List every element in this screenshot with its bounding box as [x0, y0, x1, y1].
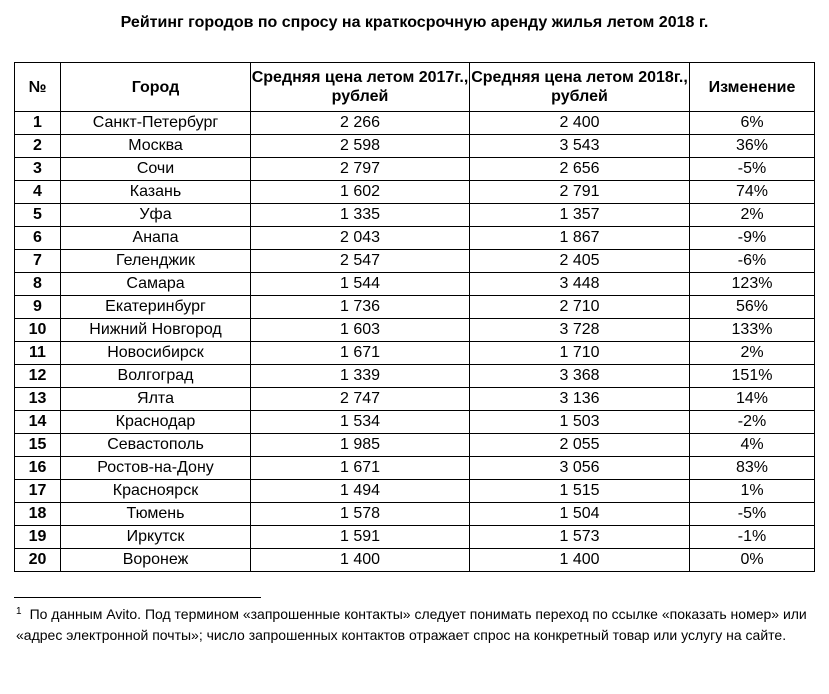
cell-price-2017: 1 494	[251, 480, 470, 503]
cell-change: 2%	[690, 204, 815, 227]
cell-city: Анапа	[61, 227, 251, 250]
cell-change: 83%	[690, 457, 815, 480]
cell-price-2018: 1 357	[470, 204, 690, 227]
cell-price-2018: 2 405	[470, 250, 690, 273]
cell-price-2018: 1 710	[470, 342, 690, 365]
cell-price-2017: 2 266	[251, 112, 470, 135]
cell-price-2018: 1 573	[470, 526, 690, 549]
cell-city: Санкт-Петербург	[61, 112, 251, 135]
table-row	[15, 411, 815, 434]
cell-price-2017: 2 747	[251, 388, 470, 411]
cell-change: 133%	[690, 319, 815, 342]
cell-change: -6%	[690, 250, 815, 273]
header-price-2017: Средняя цена летом 2017г., рублей	[251, 63, 470, 112]
table-row	[15, 457, 815, 480]
cell-num: 12	[15, 365, 61, 388]
cell-price-2018: 3 728	[470, 319, 690, 342]
cell-city: Краснодар	[61, 411, 251, 434]
cell-price-2018: 2 055	[470, 434, 690, 457]
table-row	[15, 549, 815, 572]
header-city: Город	[61, 63, 251, 112]
table-row	[15, 273, 815, 296]
cell-num: 16	[15, 457, 61, 480]
table-row	[15, 503, 815, 526]
cell-change: 0%	[690, 549, 815, 572]
cell-num: 17	[15, 480, 61, 503]
cell-city: Самара	[61, 273, 251, 296]
footnote	[16, 604, 812, 646]
cell-price-2017: 1 544	[251, 273, 470, 296]
table-row	[15, 526, 815, 549]
cell-num: 9	[15, 296, 61, 319]
footnote-text: По данным Avito. Под термином «запрошенные контакты» следует понимать переход по ссылке «показать номер» или «адрес электронной почты»; число запрошенных контактов отражает спрос на конкретный товар или услугу на сайте.	[16, 606, 807, 643]
cell-change: 2%	[690, 342, 815, 365]
cell-price-2018: 3 368	[470, 365, 690, 388]
cell-price-2018: 2 791	[470, 181, 690, 204]
cell-price-2017: 1 985	[251, 434, 470, 457]
cell-price-2017: 1 591	[251, 526, 470, 549]
cell-price-2018: 3 136	[470, 388, 690, 411]
table-row	[15, 342, 815, 365]
cell-city: Казань	[61, 181, 251, 204]
table-row	[15, 250, 815, 273]
cell-city: Красноярск	[61, 480, 251, 503]
cell-city: Воронеж	[61, 549, 251, 572]
cell-price-2017: 2 797	[251, 158, 470, 181]
cell-price-2017: 2 547	[251, 250, 470, 273]
footnote-divider	[14, 597, 261, 598]
cell-city: Екатеринбург	[61, 296, 251, 319]
cell-price-2017: 1 400	[251, 549, 470, 572]
cell-city: Волгоград	[61, 365, 251, 388]
cell-price-2017: 1 339	[251, 365, 470, 388]
cell-price-2018: 3 056	[470, 457, 690, 480]
table-row	[15, 181, 815, 204]
cell-price-2018: 1 515	[470, 480, 690, 503]
table-row	[15, 296, 815, 319]
cell-change: 1%	[690, 480, 815, 503]
cell-city: Уфа	[61, 204, 251, 227]
header-price-2018: Средняя цена летом 2018г., рублей	[470, 63, 690, 112]
table-row	[15, 158, 815, 181]
cell-num: 7	[15, 250, 61, 273]
cell-price-2018: 1 867	[470, 227, 690, 250]
cell-change: 14%	[690, 388, 815, 411]
table-row	[15, 480, 815, 503]
cell-num: 20	[15, 549, 61, 572]
cell-num: 19	[15, 526, 61, 549]
table-row	[15, 365, 815, 388]
cell-price-2018: 3 448	[470, 273, 690, 296]
header-num: №	[15, 63, 61, 112]
cell-city: Тюмень	[61, 503, 251, 526]
cell-city: Сочи	[61, 158, 251, 181]
cell-num: 8	[15, 273, 61, 296]
cell-change: -2%	[690, 411, 815, 434]
table-row	[15, 227, 815, 250]
cell-city: Ялта	[61, 388, 251, 411]
table-row	[15, 319, 815, 342]
cell-price-2018: 1 400	[470, 549, 690, 572]
cell-num: 11	[15, 342, 61, 365]
cell-num: 4	[15, 181, 61, 204]
table-row	[15, 434, 815, 457]
cell-price-2017: 1 602	[251, 181, 470, 204]
cell-city: Севастополь	[61, 434, 251, 457]
cell-price-2017: 1 671	[251, 457, 470, 480]
cell-price-2018: 1 503	[470, 411, 690, 434]
cell-num: 14	[15, 411, 61, 434]
table-row	[15, 112, 815, 135]
cell-price-2017: 1 736	[251, 296, 470, 319]
cell-price-2017: 1 578	[251, 503, 470, 526]
table-body	[15, 112, 815, 572]
cell-price-2017: 1 534	[251, 411, 470, 434]
cell-price-2018: 1 504	[470, 503, 690, 526]
cell-change: 6%	[690, 112, 815, 135]
cell-change: 74%	[690, 181, 815, 204]
cell-num: 2	[15, 135, 61, 158]
header-change: Изменение	[690, 63, 815, 112]
cell-city: Геленджик	[61, 250, 251, 273]
table-header-row	[15, 63, 815, 112]
rating-table	[14, 62, 815, 572]
cell-price-2017: 1 671	[251, 342, 470, 365]
cell-city: Иркутск	[61, 526, 251, 549]
table-row	[15, 388, 815, 411]
cell-price-2017: 2 598	[251, 135, 470, 158]
cell-change: 4%	[690, 434, 815, 457]
cell-change: -5%	[690, 503, 815, 526]
cell-price-2018: 2 400	[470, 112, 690, 135]
table-row	[15, 204, 815, 227]
cell-num: 1	[15, 112, 61, 135]
cell-city: Москва	[61, 135, 251, 158]
cell-city: Нижний Новгород	[61, 319, 251, 342]
page-title: Рейтинг городов по спросу на краткосрочную аренду жилья летом 2018 г.	[120, 14, 709, 31]
cell-num: 13	[15, 388, 61, 411]
cell-num: 18	[15, 503, 61, 526]
cell-change: 151%	[690, 365, 815, 388]
cell-change: 56%	[690, 296, 815, 319]
cell-price-2018: 2 656	[470, 158, 690, 181]
footnote-marker: 1	[16, 606, 22, 617]
cell-price-2018: 2 710	[470, 296, 690, 319]
cell-price-2018: 3 543	[470, 135, 690, 158]
cell-num: 5	[15, 204, 61, 227]
cell-price-2017: 1 335	[251, 204, 470, 227]
cell-change: 36%	[690, 135, 815, 158]
cell-price-2017: 2 043	[251, 227, 470, 250]
cell-num: 6	[15, 227, 61, 250]
cell-city: Новосибирск	[61, 342, 251, 365]
cell-num: 10	[15, 319, 61, 342]
cell-num: 15	[15, 434, 61, 457]
cell-change: -1%	[690, 526, 815, 549]
cell-change: -5%	[690, 158, 815, 181]
cell-change: 123%	[690, 273, 815, 296]
cell-city: Ростов-на-Дону	[61, 457, 251, 480]
table-row	[15, 135, 815, 158]
cell-price-2017: 1 603	[251, 319, 470, 342]
cell-change: -9%	[690, 227, 815, 250]
cell-num: 3	[15, 158, 61, 181]
